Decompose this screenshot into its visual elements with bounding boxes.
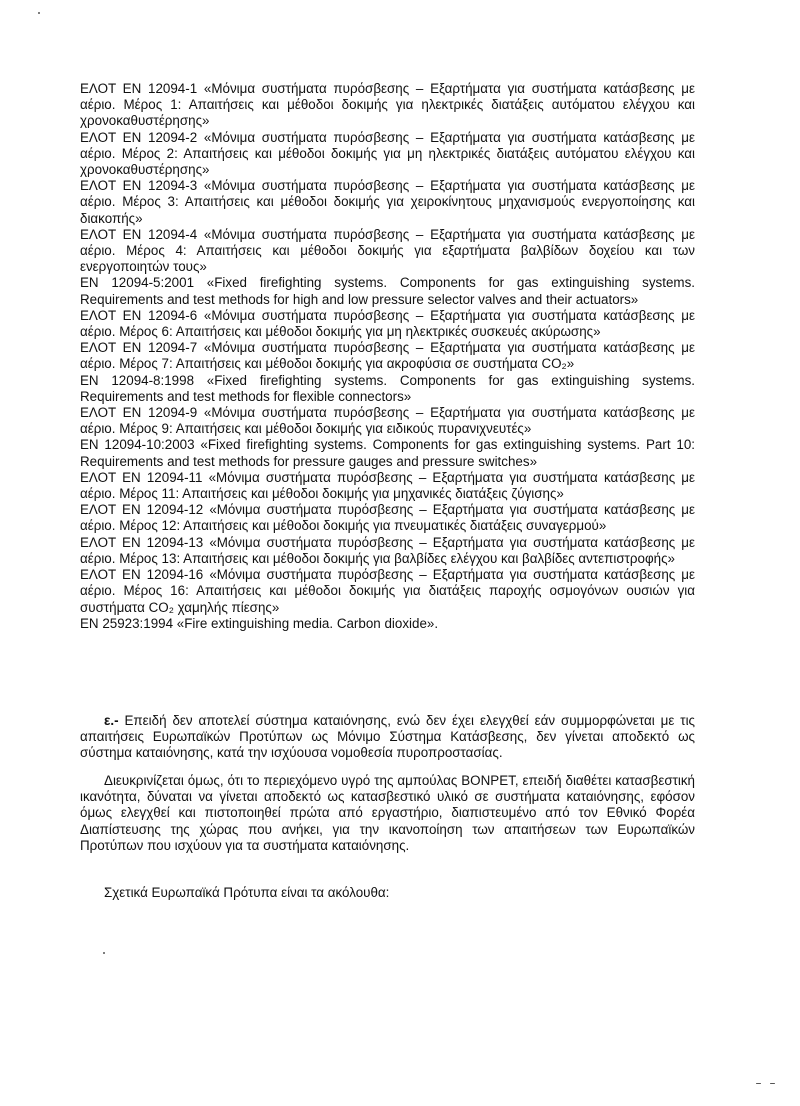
- standard-entry-12094-11: ΕΛΟΤ ΕΝ 12094-11 «Μόνιμα συστήματα πυρόσβεσης – Εξαρτήματα για συστήματα κατάσβεσης με αέριο. Μέρος 11: Απαιτήσεις και μέθοδοι δοκιμής για μηχανικές διατάξεις ζύγισης»: [80, 469, 695, 502]
- scan-speck: [770, 1083, 775, 1084]
- section-e-marker: ε.-: [104, 713, 119, 728]
- standard-entry-12094-7: ΕΛΟΤ ΕΝ 12094-7 «Μόνιμα συστήματα πυρόσβεσης – Εξαρτήματα για συστήματα κατάσβεσης με αέριο. Μέρος 7: Απαιτήσεις και μέθοδοι δοκιμής για ακροφύσια σε συστήματα CO₂»: [80, 340, 695, 372]
- scan-speck: [38, 12, 40, 14]
- clarification-paragraph: Διευκρινίζεται όμως, ότι το περιεχόμενο υγρό της αμπούλας BONPET, επειδή διαθέτει κατασβεστική ικανότητα, δύναται να γίνεται αποδεκτό ως κατασβεστικό υλικό σε συστήματα καταιόνησης, εφόσον όμως ελεγχθεί και πιστοποιηθεί πρώτα από εργαστήριο, διαπιστευμένο από τον Εθνικό Φορέα Διαπίστευσης της χώρας που ανήκει, για την ικανοποίηση των απαιτήσεων των Ευρωπαϊκών Προτύπων που ισχύουν για τα συστήματα καταιόνησης.: [80, 773, 695, 853]
- standard-entry-12094-1: ΕΛΟΤ ΕΝ 12094-1 «Μόνιμα συστήματα πυρόσβεσης – Εξαρτήματα για συστήματα κατάσβεσης με αέριο. Μέρος 1: Απαιτήσεις και μέθοδοι δοκιμής για ηλεκτρικές διατάξεις αυτόματου ελέγχου και χρονοκαθυστέρησης»: [80, 81, 695, 129]
- standard-entry-12094-4: ΕΛΟΤ ΕΝ 12094-4 «Μόνιμα συστήματα πυρόσβεσης – Εξαρτήματα για συστήματα κατάσβεσης με αέριο. Μέρος 4: Απαιτήσεις και μέθοδοι δοκιμής για εξαρτήματα βαλβίδων δοχείου και των ενεργοποιητών τους»: [80, 226, 695, 275]
- standard-entry-25923: ΕΝ 25923:1994 «Fire extinguishing media. Carbon dioxide».: [80, 615, 439, 631]
- standard-entry-12094-10: ΕΝ 12094-10:2003 «Fixed firefighting systems. Components for gas extinguishing systems. Part 10: Requirements and test methods for pressure gauges and pressure switches»: [80, 437, 695, 469]
- related-standards-intro: Σχετικά Ευρωπαϊκά Πρότυπα είναι τα ακόλουθα:: [104, 885, 390, 900]
- standard-entry-12094-2: ΕΛΟΤ ΕΝ 12094-2 «Μόνιμα συστήματα πυρόσβεσης – Εξαρτήματα για συστήματα κατάσβεσης με αέριο. Μέρος 2: Απαιτήσεις και μέθοδοι δοκιμής για μη ηλεκτρικές διατάξεις αυτόματου ελέγχου και χρονοκαθυστέρησης»: [80, 129, 695, 178]
- scan-speck: [103, 952, 105, 954]
- standard-entry-12094-9: ΕΛΟΤ ΕΝ 12094-9 «Μόνιμα συστήματα πυρόσβεσης – Εξαρτήματα για συστήματα κατάσβεσης με αέριο. Μέρος 9: Απαιτήσεις και μέθοδοι δοκιμής για ειδικούς πυρανιχνευτές»: [80, 405, 695, 437]
- scan-speck: [756, 1083, 761, 1084]
- standard-entry-12094-8: ΕΝ 12094-8:1998 «Fixed firefighting systems. Components for gas extinguishing systems. Requirements and test methods for flexible connectors»: [80, 372, 695, 404]
- standard-entry-12094-3: ΕΛΟΤ ΕΝ 12094-3 «Μόνιμα συστήματα πυρόσβεσης – Εξαρτήματα για συστήματα κατάσβεσης με αέριο. Μέρος 3: Απαιτήσεις και μέθοδοι δοκιμής για χειροκίνητους μηχανισμούς ενεργοποίησης και διακοπής»: [80, 178, 695, 226]
- section-e-text: Επειδή δεν αποτελεί σύστημα καταιόνησης, ενώ δεν έχει ελεγχθεί εάν συμμορφώνεται με τις απαιτήσεις Ευρωπαϊκών Προτύπων ως Μόνιμο Σύστημα Κατάσβεσης, δεν γίνεται αποδεκτό ως σύστημα καταιόνησης, κατά την ισχύουσα νομοθεσία πυροπροστασίας.: [80, 713, 695, 761]
- standards-list: [80, 81, 695, 632]
- standard-entry-12094-13: ΕΛΟΤ ΕΝ 12094-13 «Μόνιμα συστήματα πυρόσβεσης – Εξαρτήματα για συστήματα κατάσβεσης με αέριο. Μέρος 13: Απαιτήσεις και μέθοδοι δοκιμής για βαλβίδες ελέγχου και βαλβίδες αντεπιστροφής»: [80, 534, 695, 566]
- standard-entry-12094-16: ΕΛΟΤ ΕΝ 12094-16 «Μόνιμα συστήματα πυρόσβεσης – Εξαρτήματα για συστήματα κατάσβεσης με αέριο. Μέρος 16: Απαιτήσεις και μέθοδοι δοκιμής για διατάξεις παροχής οσμογόνων ουσιών για συστήματα CO₂ χαμηλής πίεσης»: [80, 567, 695, 615]
- standard-entry-12094-6: ΕΛΟΤ ΕΝ 12094-6 «Μόνιμα συστήματα πυρόσβεσης – Εξαρτήματα για συστήματα κατάσβεσης με αέριο. Μέρος 6: Απαιτήσεις και μέθοδοι δοκιμής για μη ηλεκτρικές συσκευές ακύρωσης»: [80, 307, 695, 340]
- standard-entry-12094-12: ΕΛΟΤ ΕΝ 12094-12 «Μόνιμα συστήματα πυρόσβεσης – Εξαρτήματα για συστήματα κατάσβεσης με αέριο. Μέρος 12: Απαιτήσεις και μέθοδοι δοκιμής για πνευματικές διατάξεις συναγερμού»: [80, 502, 695, 534]
- standard-entry-12094-5: ΕΝ 12094-5:2001 «Fixed firefighting systems. Components for gas extinguishing systems. Requirements and test methods for high and low pressure selector valves and their actuators»: [80, 275, 695, 307]
- section-e-paragraph: [80, 713, 695, 762]
